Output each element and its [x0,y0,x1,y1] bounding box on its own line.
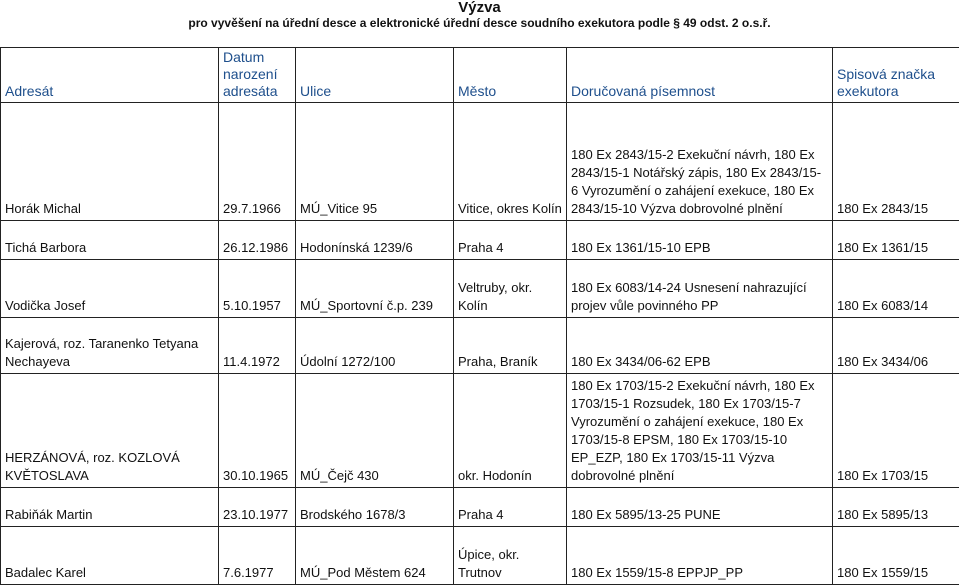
cell-mesto: Praha 4 [454,488,567,527]
page-subtitle: pro vyvěšení na úřední desce a elektronické úřední desce soudního exekutora podle § 49 odst. 2 o.s.ř. [0,16,959,30]
cell-adresat: Rabiňák Martin [1,488,219,527]
recipients-table [0,47,959,585]
cell-pisemnost: 180 Ex 1361/15-10 EPB [567,221,833,260]
cell-ulice: MÚ_Pod Městem 624 [296,527,454,585]
cell-datum: 5.10.1957 [219,260,296,318]
table-row [1,374,959,488]
cell-pisemnost: 180 Ex 1703/15-2 Exekuční návrh, 180 Ex 1703/15-1 Rozsudek, 180 Ex 1703/15-7 Vyrozumění o zahájení exekuce, 180 Ex 1703/15-8 EPSM, 180 Ex 1703/15-10 EP_EZP, 180 Ex 1703/15-11 Výzva dobrovolné plnění [567,374,833,488]
cell-mesto: okr. Hodonín [454,374,567,488]
cell-ulice: MÚ_Čejč 430 [296,374,454,488]
cell-znacka: 180 Ex 2843/15 [833,103,959,221]
cell-znacka: 180 Ex 5895/13 [833,488,959,527]
cell-znacka: 180 Ex 1559/15 [833,527,959,585]
cell-mesto: Úpice, okr. Trutnov [454,527,567,585]
cell-ulice: Hodonínská 1239/6 [296,221,454,260]
column-header-znacka: Spisová značka exekutora [833,48,959,103]
cell-ulice: Údolní 1272/100 [296,318,454,374]
cell-pisemnost: 180 Ex 5895/13-25 PUNE [567,488,833,527]
cell-pisemnost: 180 Ex 6083/14-24 Usnesení nahrazující projev vůle povinného PP [567,260,833,318]
table-row [1,260,959,318]
cell-ulice: Brodského 1678/3 [296,488,454,527]
cell-datum: 7.6.1977 [219,527,296,585]
cell-datum: 11.4.1972 [219,318,296,374]
table-row [1,527,959,585]
cell-znacka: 180 Ex 6083/14 [833,260,959,318]
column-header-ulice: Ulice [296,48,454,103]
cell-adresat: Kajerová, roz. Taranenko Tetyana Nechayeva [1,318,219,374]
column-header-datum: Datum narození adresáta [219,48,296,103]
column-header-adresat: Adresát [1,48,219,103]
table-row [1,488,959,527]
table-row [1,318,959,374]
cell-adresat: Badalec Karel [1,527,219,585]
table-row [1,221,959,260]
cell-znacka: 180 Ex 3434/06 [833,318,959,374]
cell-pisemnost: 180 Ex 1559/15-8 EPPJP_PP [567,527,833,585]
cell-datum: 30.10.1965 [219,374,296,488]
cell-pisemnost: 180 Ex 2843/15-2 Exekuční návrh, 180 Ex 2843/15-1 Notářský zápis, 180 Ex 2843/15-6 Vyrozumění o zahájení exekuce, 180 Ex 2843/15-10 Výzva dobrovolné plnění [567,103,833,221]
cell-znacka: 180 Ex 1361/15 [833,221,959,260]
cell-mesto: Veltruby, okr. Kolín [454,260,567,318]
cell-mesto: Vitice, okres Kolín [454,103,567,221]
cell-adresat: HERZÁNOVÁ, roz. KOZLOVÁ KVĚTOSLAVA [1,374,219,488]
cell-datum: 29.7.1966 [219,103,296,221]
cell-mesto: Praha 4 [454,221,567,260]
column-header-pisemnost: Doručovaná písemnost [567,48,833,103]
cell-ulice: MÚ_Sportovní č.p. 239 [296,260,454,318]
cell-datum: 23.10.1977 [219,488,296,527]
table-header-row [1,48,959,103]
cell-adresat: Tichá Barbora [1,221,219,260]
cell-adresat: Vodička Josef [1,260,219,318]
cell-adresat: Horák Michal [1,103,219,221]
cell-pisemnost: 180 Ex 3434/06-62 EPB [567,318,833,374]
cell-ulice: MÚ_Vitice 95 [296,103,454,221]
cell-znacka: 180 Ex 1703/15 [833,374,959,488]
table-row [1,103,959,221]
cell-mesto: Praha, Braník [454,318,567,374]
page-title: Výzva [0,0,959,16]
column-header-mesto: Město [454,48,567,103]
cell-datum: 26.12.1986 [219,221,296,260]
